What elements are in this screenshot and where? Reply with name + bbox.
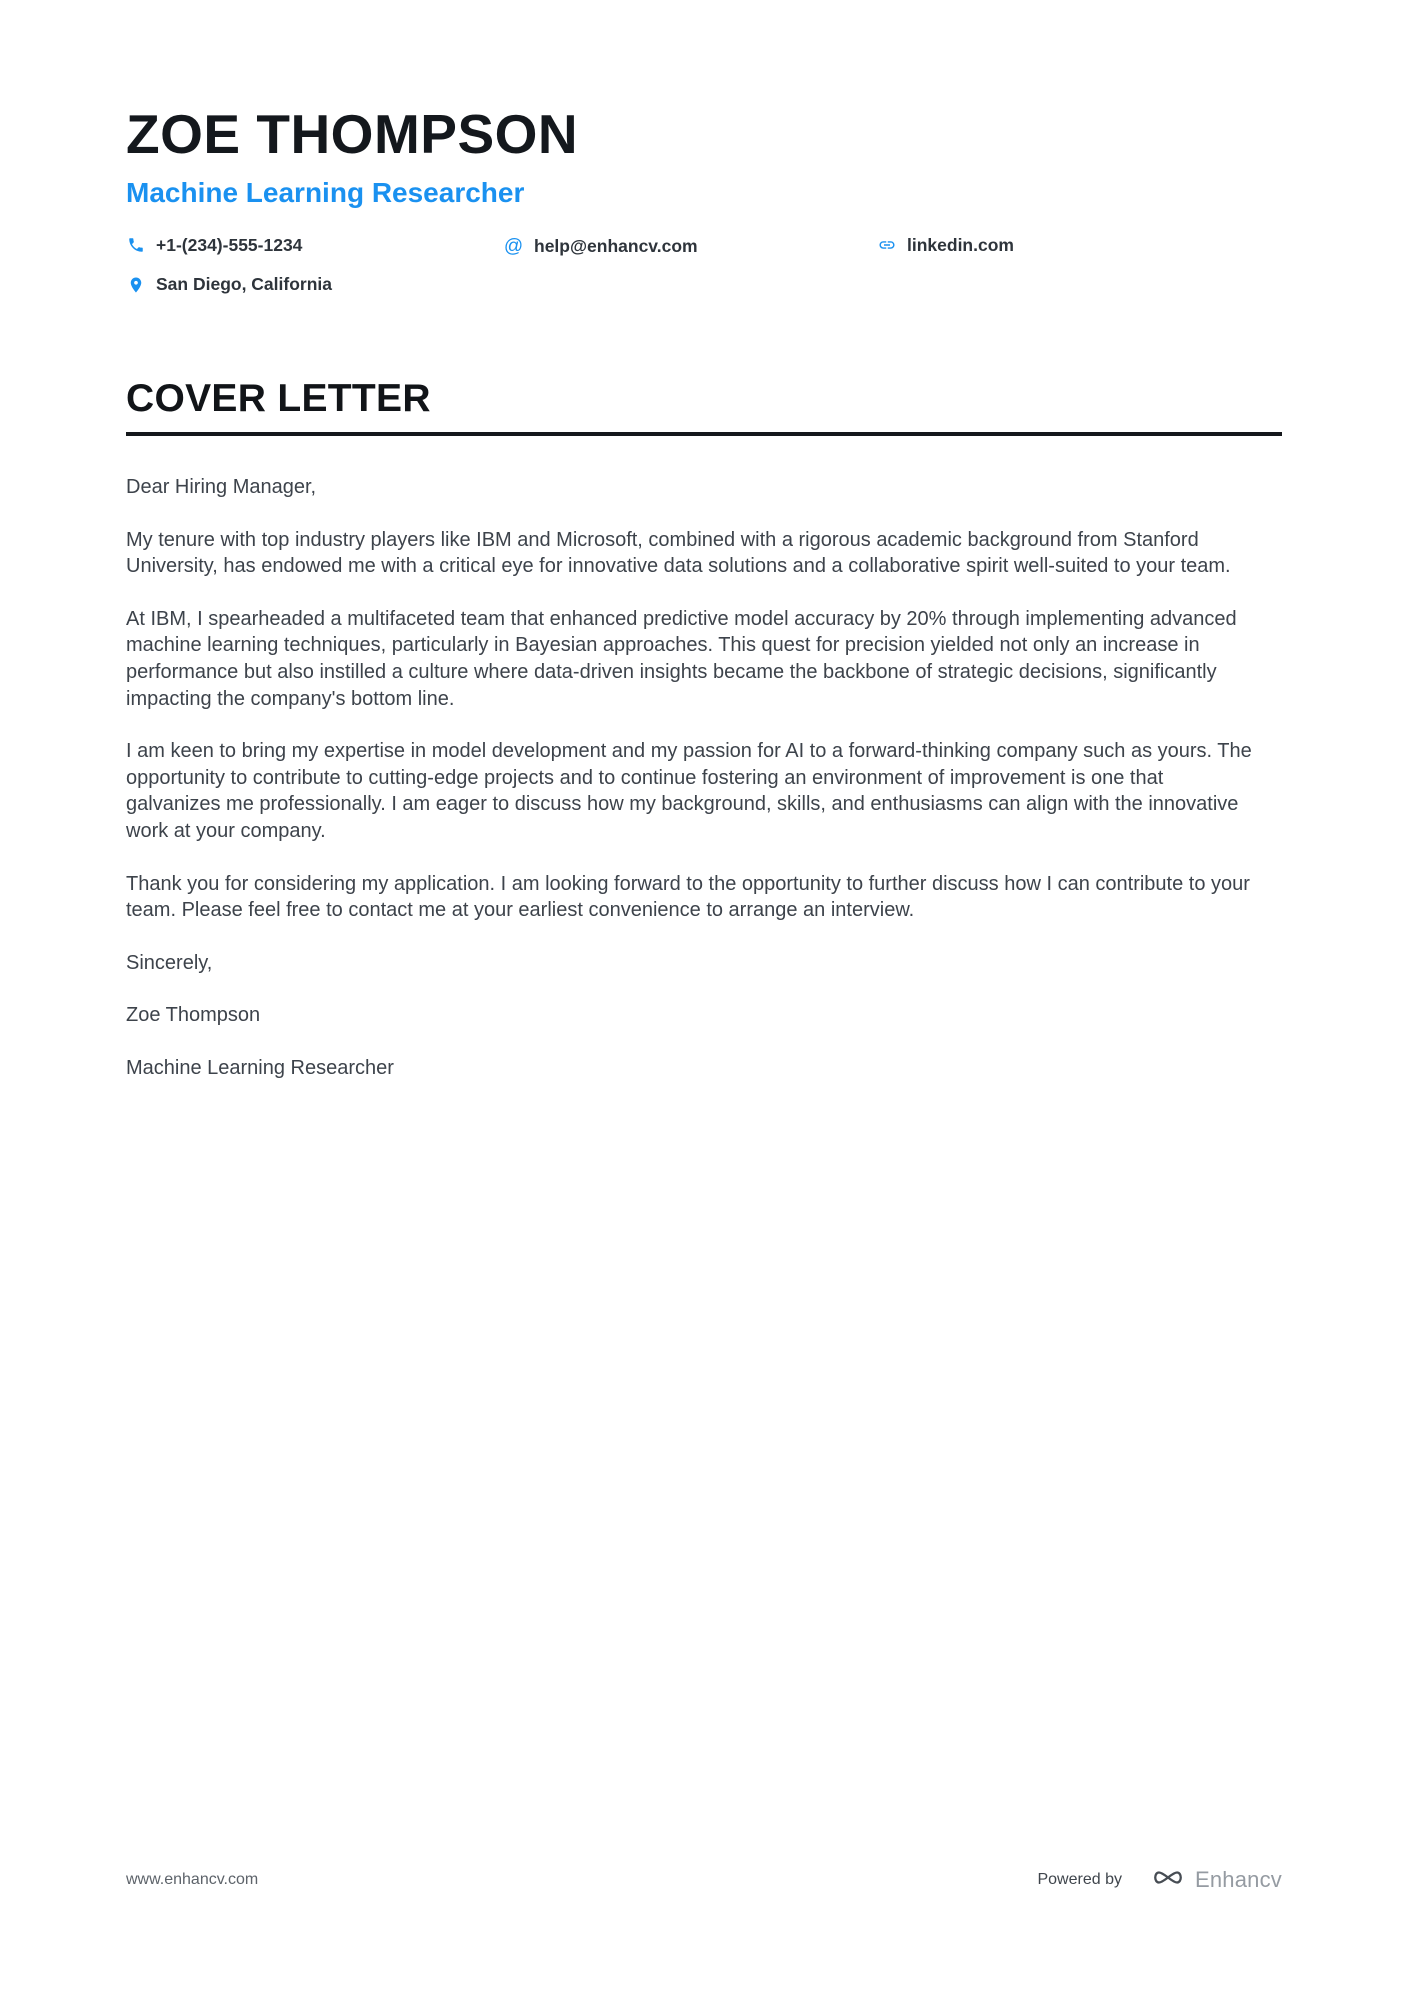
cover-letter-section	[126, 379, 1282, 1081]
email-icon: @	[503, 236, 524, 258]
letter-paragraph: My tenure with top industry players like IBM and Microsoft, combined with a rigorous academic background from Stanford University, has endowed me with a critical eye for innovative data solutions and a collaborative spirit well-suited to your team.	[126, 528, 1231, 578]
enhancv-logo-icon	[1150, 1868, 1186, 1892]
footer-brand	[1037, 1867, 1282, 1893]
brand-lockup	[1150, 1867, 1282, 1893]
signature-name: Zoe Thompson	[126, 1004, 261, 1027]
link-icon	[877, 236, 896, 255]
letter-closing: Sincerely,	[126, 951, 213, 974]
powered-by-label: Powered by	[1037, 1871, 1122, 1888]
document-header	[126, 103, 1282, 295]
phone-icon	[126, 236, 145, 255]
letter-paragraph: Thank you for considering my application. I am looking forward to the opportunity to further discuss how I can contribute to your team. Please feel free to contact me at your earliest convenience to arrange an interview.	[126, 872, 1250, 922]
signature-title: Machine Learning Researcher	[126, 1056, 394, 1079]
salutation: Dear Hiring Manager,	[126, 475, 317, 498]
location-text: San Diego, California	[156, 274, 332, 295]
location-pin-icon	[126, 275, 145, 294]
section-heading: COVER LETTER	[126, 379, 1282, 436]
letter-paragraph: At IBM, I spearheaded a multifaceted team that enhanced predictive model accuracy by 20% through implementing advanced machine learning techniques, particularly in Bayesian approaches. This quest for precision yielded not only an increase in performance but also instilled a culture where data-driven insights became the backbone of strategic decisions, significantly impacting the company's bottom line.	[126, 607, 1237, 710]
footer-website: www.enhancv.com	[126, 1871, 259, 1888]
location-row	[126, 274, 1282, 295]
linkedin-url: linkedin.com	[907, 234, 1014, 255]
email-address: help@enhancv.com	[534, 236, 698, 257]
page-footer	[126, 1867, 1282, 1893]
phone-contact	[126, 235, 302, 256]
contact-row	[126, 235, 1282, 260]
email-contact	[504, 236, 698, 257]
letter-paragraph: I am keen to bring my expertise in model development and my passion for AI to a forward-thinking company such as yours. The opportunity to contribute to cutting-edge projects and to continue fostering an environment of improvement is one that galvanizes me professionally. I am eager to discuss how my background, skills, and enthusiasms can align with the innovative work at your company.	[126, 740, 1252, 842]
brand-name: Enhancv	[1194, 1867, 1282, 1892]
person-name: ZOE THOMPSON	[126, 103, 579, 165]
location-contact	[126, 274, 332, 295]
letter-body	[126, 474, 1282, 1082]
person-job-title: Machine Learning Researcher	[126, 176, 525, 208]
linkedin-contact	[877, 235, 1014, 256]
phone-number: +1-(234)-555-1234	[156, 234, 303, 255]
